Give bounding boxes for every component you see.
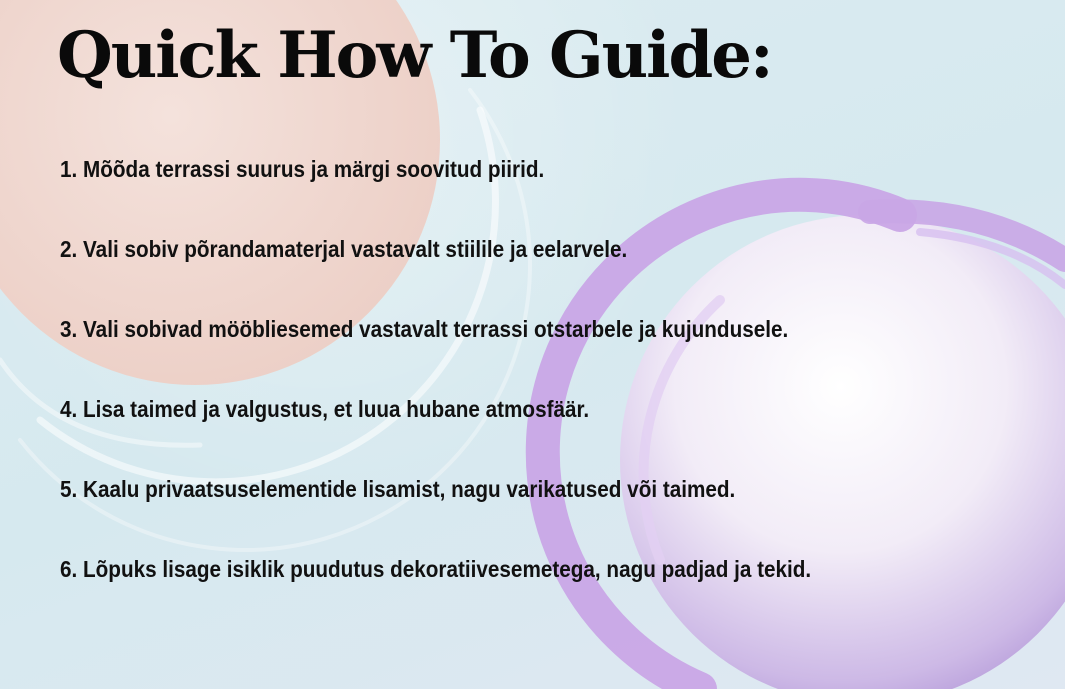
- step-item: 6. Lõpuks lisage isiklik puudutus dekoratiivesemetega, nagu padjad ja tekid.: [60, 556, 812, 582]
- step-item: 2. Vali sobiv põrandamaterjal vastavalt stiilile ja eelarvele.: [60, 236, 628, 262]
- step-item: 3. Vali sobivad mööbliesemed vastavalt terrassi otstarbele ja kujundusele.: [60, 316, 789, 342]
- page-title: Quick How To Guide:: [57, 18, 772, 93]
- steps-list: [60, 152, 895, 632]
- step-item: 4. Lisa taimed ja valgustus, et luua hubane atmosfäär.: [60, 396, 590, 422]
- step-item: 1. Mõõda terrassi suurus ja märgi soovitud piirid.: [60, 156, 545, 182]
- step-item: 5. Kaalu privaatsuselementide lisamist, nagu varikatused või taimed.: [60, 476, 736, 502]
